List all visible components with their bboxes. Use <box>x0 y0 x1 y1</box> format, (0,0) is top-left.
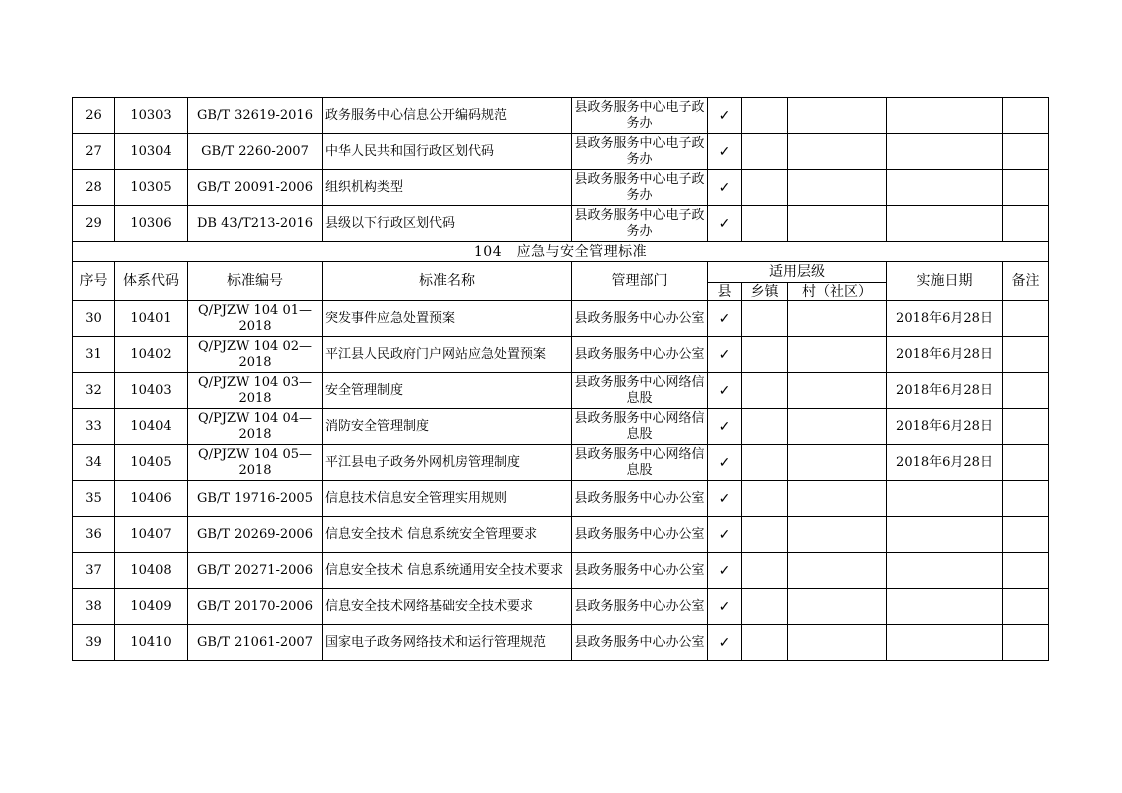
cell-village <box>788 409 887 445</box>
cell-note <box>1003 517 1049 553</box>
cell-town <box>742 170 788 206</box>
cell-town <box>742 481 788 517</box>
header-county: 县 <box>708 283 742 301</box>
header-no: 序号 <box>73 262 115 301</box>
table-row <box>73 206 1049 242</box>
cell-name: 政务服务中心信息公开编码规范 <box>323 98 572 134</box>
cell-dept: 县政务服务中心办公室 <box>572 625 708 661</box>
cell-name: 组织机构类型 <box>323 170 572 206</box>
cell-std: GB/T 19716-2005 <box>188 481 323 517</box>
cell-code: 10404 <box>115 409 188 445</box>
cell-code: 10303 <box>115 98 188 134</box>
cell-date <box>887 553 1003 589</box>
cell-code: 10409 <box>115 589 188 625</box>
cell-town <box>742 134 788 170</box>
cell-dept: 县政务服务中心网络信息股 <box>572 445 708 481</box>
cell-dept: 县政务服务中心办公室 <box>572 337 708 373</box>
section-header-group <box>73 242 1049 301</box>
cell-town <box>742 98 788 134</box>
cell-town <box>742 301 788 337</box>
cell-county-check: ✓ <box>708 445 742 481</box>
cell-code: 10405 <box>115 445 188 481</box>
cell-code: 10410 <box>115 625 188 661</box>
cell-date <box>887 170 1003 206</box>
cell-no: 28 <box>73 170 115 206</box>
cell-no: 34 <box>73 445 115 481</box>
cell-std: Q/PJZW 104 03—2018 <box>188 373 323 409</box>
cell-name: 平江县电子政务外网机房管理制度 <box>323 445 572 481</box>
table-row <box>73 373 1049 409</box>
cell-code: 10403 <box>115 373 188 409</box>
cell-no: 35 <box>73 481 115 517</box>
table-row <box>73 170 1049 206</box>
cell-note <box>1003 301 1049 337</box>
cell-no: 26 <box>73 98 115 134</box>
cell-no: 33 <box>73 409 115 445</box>
header-name: 标准名称 <box>323 262 572 301</box>
cell-note <box>1003 481 1049 517</box>
cell-village <box>788 170 887 206</box>
table-row <box>73 409 1049 445</box>
cell-town <box>742 337 788 373</box>
header-town: 乡镇 <box>742 283 788 301</box>
cell-county-check: ✓ <box>708 170 742 206</box>
cell-dept: 县政务服务中心电子政务办 <box>572 134 708 170</box>
cell-code: 10402 <box>115 337 188 373</box>
cell-note <box>1003 170 1049 206</box>
cell-county-check: ✓ <box>708 373 742 409</box>
cell-date <box>887 134 1003 170</box>
cell-town <box>742 553 788 589</box>
cell-std: GB/T 2260-2007 <box>188 134 323 170</box>
cell-std: DB 43/T213-2016 <box>188 206 323 242</box>
cell-dept: 县政务服务中心办公室 <box>572 589 708 625</box>
table-row <box>73 517 1049 553</box>
cell-code: 10304 <box>115 134 188 170</box>
header-std: 标准编号 <box>188 262 323 301</box>
cell-note <box>1003 206 1049 242</box>
cell-date: 2018年6月28日 <box>887 301 1003 337</box>
cell-no: 37 <box>73 553 115 589</box>
cell-std: Q/PJZW 104 05—2018 <box>188 445 323 481</box>
table-row <box>73 445 1049 481</box>
cell-std: GB/T 32619-2016 <box>188 98 323 134</box>
section-title-row <box>73 242 1049 262</box>
cell-county-check: ✓ <box>708 206 742 242</box>
cell-town <box>742 445 788 481</box>
cell-village <box>788 301 887 337</box>
cell-village <box>788 206 887 242</box>
cell-name: 安全管理制度 <box>323 373 572 409</box>
cell-name: 信息安全技术网络基础安全技术要求 <box>323 589 572 625</box>
cell-name: 国家电子政务网络技术和运行管理规范 <box>323 625 572 661</box>
cell-date <box>887 625 1003 661</box>
cell-date: 2018年6月28日 <box>887 409 1003 445</box>
cell-name: 县级以下行政区划代码 <box>323 206 572 242</box>
cell-date: 2018年6月28日 <box>887 337 1003 373</box>
cell-std: GB/T 20170-2006 <box>188 589 323 625</box>
header-code: 体系代码 <box>115 262 188 301</box>
cell-county-check: ✓ <box>708 98 742 134</box>
header-date: 实施日期 <box>887 262 1003 301</box>
cell-code: 10408 <box>115 553 188 589</box>
cell-dept: 县政务服务中心办公室 <box>572 481 708 517</box>
cell-town <box>742 409 788 445</box>
cell-std: Q/PJZW 104 04—2018 <box>188 409 323 445</box>
cell-name: 中华人民共和国行政区划代码 <box>323 134 572 170</box>
cell-dept: 县政务服务中心电子政务办 <box>572 98 708 134</box>
cell-village <box>788 373 887 409</box>
cell-town <box>742 206 788 242</box>
cell-no: 36 <box>73 517 115 553</box>
cell-no: 31 <box>73 337 115 373</box>
cell-name: 信息技术信息安全管理实用规则 <box>323 481 572 517</box>
cell-note <box>1003 134 1049 170</box>
cell-dept: 县政务服务中心办公室 <box>572 301 708 337</box>
header-dept: 管理部门 <box>572 262 708 301</box>
cell-no: 27 <box>73 134 115 170</box>
standards-table <box>72 97 1049 661</box>
cell-note <box>1003 589 1049 625</box>
cell-village <box>788 517 887 553</box>
cell-date: 2018年6月28日 <box>887 373 1003 409</box>
cell-name: 消防安全管理制度 <box>323 409 572 445</box>
cell-no: 29 <box>73 206 115 242</box>
cell-std: GB/T 20091-2006 <box>188 170 323 206</box>
table-row <box>73 134 1049 170</box>
cell-county-check: ✓ <box>708 589 742 625</box>
cell-code: 10306 <box>115 206 188 242</box>
cell-no: 32 <box>73 373 115 409</box>
cell-county-check: ✓ <box>708 481 742 517</box>
column-header-row <box>73 262 1049 283</box>
cell-village <box>788 481 887 517</box>
cell-std: Q/PJZW 104 02—2018 <box>188 337 323 373</box>
cell-date <box>887 589 1003 625</box>
cell-town <box>742 517 788 553</box>
cell-no: 30 <box>73 301 115 337</box>
cell-county-check: ✓ <box>708 409 742 445</box>
cell-name: 信息安全技术 信息系统安全管理要求 <box>323 517 572 553</box>
cell-town <box>742 589 788 625</box>
cell-county-check: ✓ <box>708 553 742 589</box>
cell-no: 39 <box>73 625 115 661</box>
cell-dept: 县政务服务中心网络信息股 <box>572 373 708 409</box>
cell-code: 10407 <box>115 517 188 553</box>
cell-date <box>887 206 1003 242</box>
cell-name: 平江县人民政府门户网站应急处置预案 <box>323 337 572 373</box>
cell-town <box>742 625 788 661</box>
header-note: 备注 <box>1003 262 1049 301</box>
header-village: 村（社区） <box>788 283 887 301</box>
cell-code: 10401 <box>115 301 188 337</box>
cell-village <box>788 134 887 170</box>
cell-county-check: ✓ <box>708 337 742 373</box>
cell-village <box>788 553 887 589</box>
cell-dept: 县政务服务中心电子政务办 <box>572 206 708 242</box>
cell-name: 突发事件应急处置预案 <box>323 301 572 337</box>
cell-std: Q/PJZW 104 01—2018 <box>188 301 323 337</box>
table-row <box>73 589 1049 625</box>
cell-date <box>887 481 1003 517</box>
cell-county-check: ✓ <box>708 301 742 337</box>
cell-std: GB/T 20271-2006 <box>188 553 323 589</box>
cell-std: GB/T 21061-2007 <box>188 625 323 661</box>
main-rows-group <box>73 301 1049 661</box>
cell-note <box>1003 409 1049 445</box>
cell-village <box>788 445 887 481</box>
table-row <box>73 337 1049 373</box>
table-row <box>73 301 1049 337</box>
cell-town <box>742 373 788 409</box>
cell-name: 信息安全技术 信息系统通用安全技术要求 <box>323 553 572 589</box>
cell-date <box>887 517 1003 553</box>
cell-village <box>788 337 887 373</box>
cell-village <box>788 625 887 661</box>
cell-code: 10305 <box>115 170 188 206</box>
cell-note <box>1003 625 1049 661</box>
cell-note <box>1003 445 1049 481</box>
cell-std: GB/T 20269-2006 <box>188 517 323 553</box>
cell-county-check: ✓ <box>708 517 742 553</box>
cell-note <box>1003 98 1049 134</box>
cell-county-check: ✓ <box>708 625 742 661</box>
cell-dept: 县政务服务中心办公室 <box>572 553 708 589</box>
cell-village <box>788 98 887 134</box>
cell-village <box>788 589 887 625</box>
cell-no: 38 <box>73 589 115 625</box>
cell-code: 10406 <box>115 481 188 517</box>
cell-dept: 县政务服务中心办公室 <box>572 517 708 553</box>
header-level: 适用层级 <box>708 262 887 283</box>
section-title: 104 应急与安全管理标准 <box>73 242 1049 262</box>
table-row <box>73 481 1049 517</box>
table-row <box>73 625 1049 661</box>
cell-county-check: ✓ <box>708 134 742 170</box>
cell-date <box>887 98 1003 134</box>
cell-note <box>1003 553 1049 589</box>
cell-dept: 县政务服务中心网络信息股 <box>572 409 708 445</box>
table-row <box>73 98 1049 134</box>
cell-note <box>1003 373 1049 409</box>
cell-dept: 县政务服务中心电子政务办 <box>572 170 708 206</box>
table-row <box>73 553 1049 589</box>
cell-date: 2018年6月28日 <box>887 445 1003 481</box>
cell-note <box>1003 337 1049 373</box>
top-rows-group <box>73 98 1049 242</box>
